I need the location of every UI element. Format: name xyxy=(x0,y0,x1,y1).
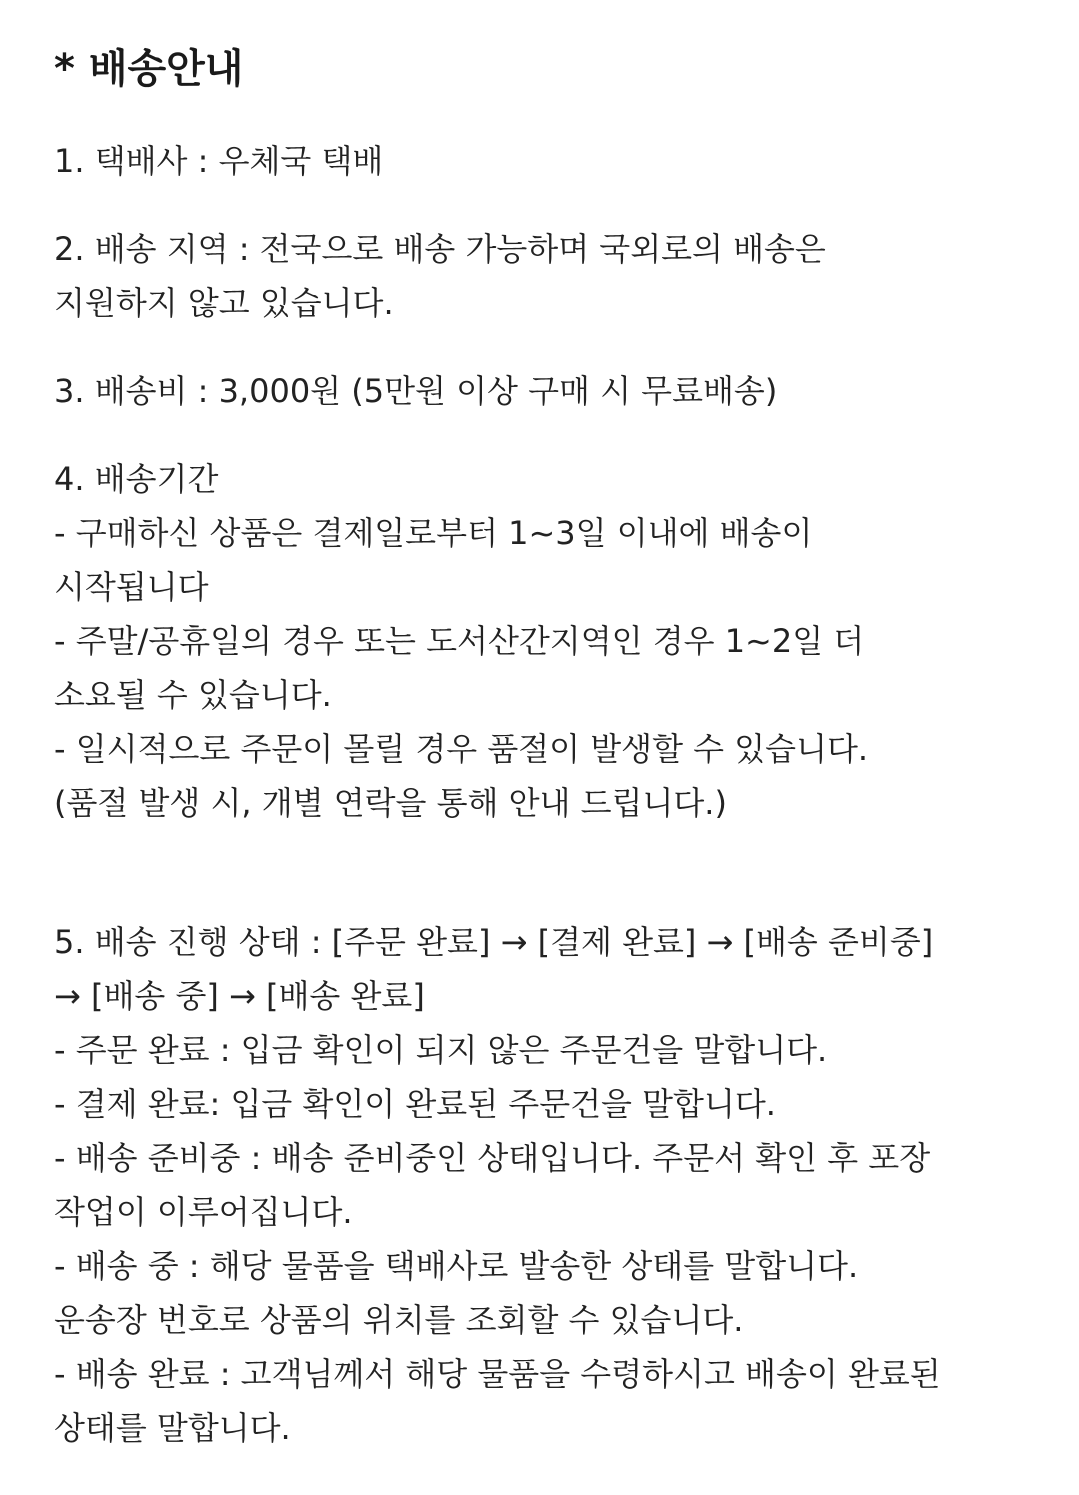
section-heading: 5. 배송 진행 상태 : [주문 완료] → [결제 완료] → [배송 준비중] xyxy=(54,923,934,961)
text-line: 시작됩니다 xyxy=(54,568,209,606)
section-delivery-status xyxy=(54,915,1054,1455)
text-line: - 주말/공휴일의 경우 또는 도서산간지역인 경우 1~2일 더 xyxy=(54,622,865,660)
text-line: (품절 발생 시, 개별 연락을 통해 안내 드립니다.) xyxy=(54,784,727,822)
text-line: 상태를 말합니다. xyxy=(54,1409,291,1447)
page-title: * 배송안내 xyxy=(54,46,244,92)
text-line: - 일시적으로 주문이 몰릴 경우 품절이 발생할 수 있습니다. xyxy=(54,730,869,768)
text-line: → [배송 중] → [배송 완료] xyxy=(54,977,425,1015)
section-shipping-fee xyxy=(54,364,1054,418)
text-line: 2. 배송 지역 : 전국으로 배송 가능하며 국외로의 배송은 xyxy=(54,230,826,268)
text-line: - 결제 완료: 입금 확인이 완료된 주문건을 말합니다. xyxy=(54,1085,776,1123)
text-line: 지원하지 않고 있습니다. xyxy=(54,284,394,322)
text-line: - 배송 완료 : 고객님께서 해당 물품을 수령하시고 배송이 완료된 xyxy=(54,1355,941,1393)
text-line: 1. 택배사 : 우체국 택배 xyxy=(54,142,384,180)
text-line: - 구매하신 상품은 결제일로부터 1~3일 이내에 배송이 xyxy=(54,514,813,552)
section-delivery-region xyxy=(54,222,1054,330)
section-heading: 4. 배송기간 xyxy=(54,460,219,498)
section-delivery-period xyxy=(54,452,1054,830)
text-line: - 배송 중 : 해당 물품을 택배사로 발송한 상태를 말합니다. xyxy=(54,1247,859,1285)
section-courier xyxy=(54,134,1054,188)
text-line: 작업이 이루어집니다. xyxy=(54,1193,353,1231)
text-line: 운송장 번호로 상품의 위치를 조회할 수 있습니다. xyxy=(54,1301,744,1339)
text-line: - 주문 완료 : 입금 확인이 되지 않은 주문건을 말합니다. xyxy=(54,1031,828,1069)
text-line: 3. 배송비 : 3,000원 (5만원 이상 구매 시 무료배송) xyxy=(54,372,778,410)
text-line: 소요될 수 있습니다. xyxy=(54,676,332,714)
text-line: - 배송 준비중 : 배송 준비중인 상태입니다. 주문서 확인 후 포장 xyxy=(54,1139,931,1177)
